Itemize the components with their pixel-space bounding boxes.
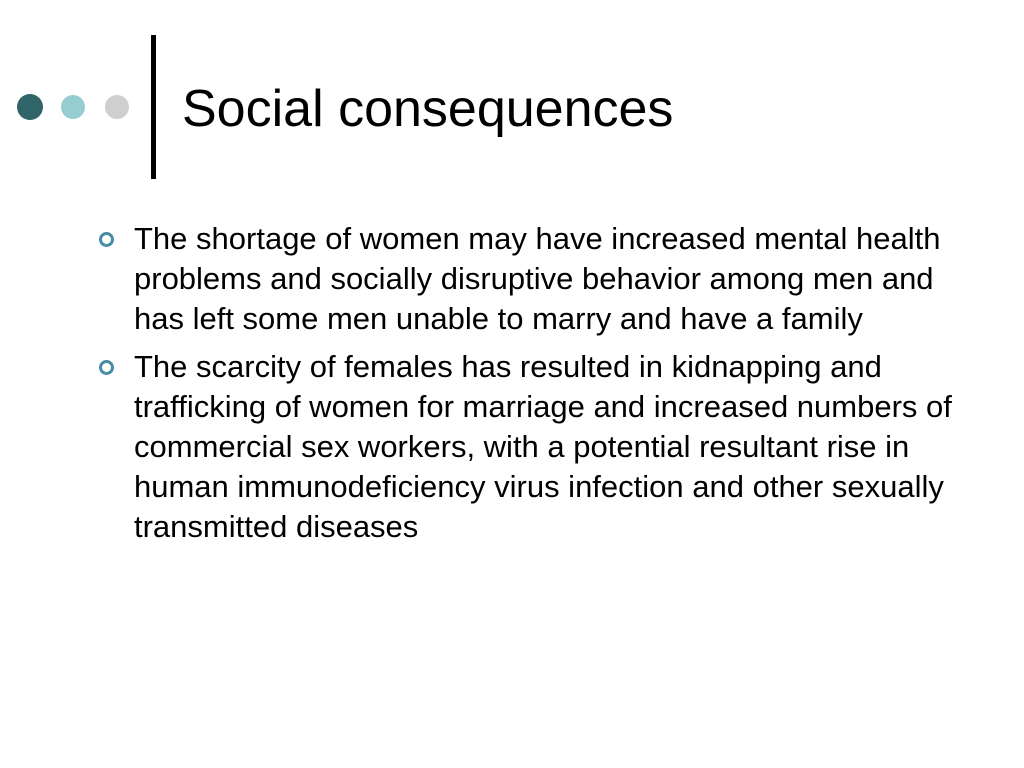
slide-title: Social consequences — [182, 80, 674, 138]
bullet-list — [96, 219, 956, 555]
hollow-circle-bullet-icon — [99, 360, 114, 375]
bullet-text: The shortage of women may have increased mental health problems and socially disruptive behavior among men and has left some men unable to marry and have a family — [134, 221, 941, 336]
decoration-dot-light-teal — [61, 95, 85, 119]
hollow-circle-bullet-icon — [99, 232, 114, 247]
decoration-dot-gray — [105, 95, 129, 119]
bullet-item — [96, 219, 956, 339]
decoration-dot-dark — [17, 94, 43, 120]
bullet-item — [96, 347, 956, 547]
bullet-text: The scarcity of females has resulted in kidnapping and trafficking of women for marriage and increased numbers of commercial sex workers, with a potential resultant rise in human immunodeficiency virus infection and other sexually transmitted diseases — [134, 349, 952, 544]
title-divider-rule — [151, 35, 156, 179]
